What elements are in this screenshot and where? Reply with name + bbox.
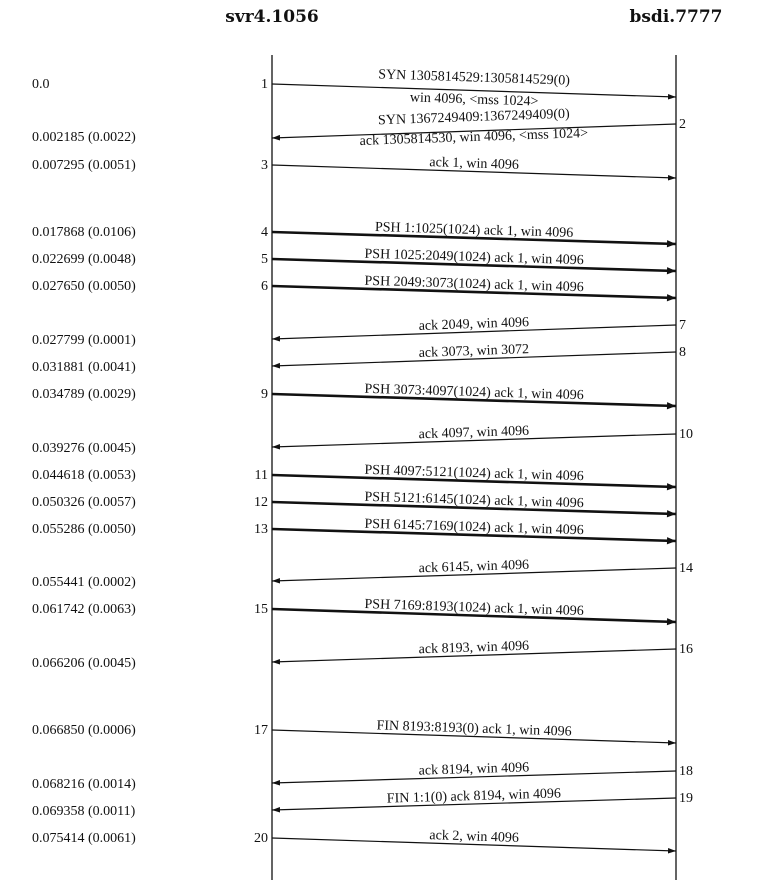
segment-9 [261, 382, 676, 406]
segment-12 [254, 490, 676, 514]
segment-label-12-line-1: PSH 5121:6145(1024) ack 1, win 4096 [364, 489, 584, 512]
timestamp-16: 0.066206 (0.0045) [32, 656, 136, 671]
segment-20 [254, 828, 676, 851]
segment-number-12: 12 [254, 495, 268, 510]
left-host-label: svr4.1056 [225, 7, 319, 27]
segment-label-8-line-1: ack 3073, win 3072 [418, 342, 530, 361]
timestamp-3: 0.007295 (0.0051) [32, 158, 136, 173]
timestamp-13: 0.055286 (0.0050) [32, 522, 136, 537]
segment-5 [261, 247, 676, 271]
segment-label-16-line-1: ack 8193, win 4096 [418, 638, 530, 658]
segment-16 [272, 639, 693, 662]
timestamp-8: 0.031881 (0.0041) [32, 360, 136, 375]
timestamp-9: 0.034789 (0.0029) [32, 387, 136, 402]
segment-number-14: 14 [679, 561, 693, 576]
segment-number-6: 6 [261, 279, 268, 294]
segment-number-17: 17 [254, 723, 268, 738]
segment-label-17-line-1: FIN 8193:8193(0) ack 1, win 4096 [376, 718, 572, 740]
segment-1 [261, 67, 676, 109]
segment-label-2-line-2: ack 1305814530, win 4096, <mss 1024> [359, 126, 589, 149]
timestamp-17: 0.066850 (0.0006) [32, 723, 136, 738]
timestamp-19: 0.069358 (0.0011) [32, 804, 136, 819]
segment-label-10-line-1: ack 4097, win 4096 [418, 423, 530, 443]
segment-number-8: 8 [679, 345, 686, 360]
segment-number-3: 3 [261, 158, 268, 173]
segment-number-13: 13 [254, 522, 268, 537]
segment-number-20: 20 [254, 831, 268, 846]
segment-arrows [254, 67, 693, 851]
segment-13 [254, 517, 676, 541]
segment-3 [261, 155, 676, 178]
segment-number-16: 16 [679, 642, 693, 657]
timestamp-10: 0.039276 (0.0045) [32, 441, 136, 456]
timestamp-11: 0.044618 (0.0053) [32, 468, 136, 483]
segment-number-1: 1 [261, 77, 268, 92]
segment-4 [261, 220, 676, 244]
segment-number-2: 2 [679, 117, 686, 132]
segment-label-1-line-2: win 4096, <mss 1024> [409, 90, 539, 110]
segment-17 [254, 718, 676, 743]
timestamp-14: 0.055441 (0.0002) [32, 575, 136, 590]
timestamp-18: 0.068216 (0.0014) [32, 777, 136, 792]
timestamp-4: 0.017868 (0.0106) [32, 225, 136, 240]
segment-label-19-line-1: FIN 1:1(0) ack 8194, win 4096 [386, 786, 562, 807]
segment-label-6-line-1: PSH 2049:3073(1024) ack 1, win 4096 [364, 273, 584, 296]
timestamp-20: 0.075414 (0.0061) [32, 831, 136, 846]
segment-14 [272, 558, 693, 581]
segment-7 [272, 315, 686, 339]
timestamp-5: 0.022699 (0.0048) [32, 252, 136, 267]
segment-number-7: 7 [679, 318, 686, 333]
segment-10 [272, 424, 693, 447]
right-host-label: bsdi.7777 [629, 7, 723, 27]
timestamp-6: 0.027650 (0.0050) [32, 279, 136, 294]
timestamp-15: 0.061742 (0.0063) [32, 602, 136, 617]
timestamp-1: 0.0 [32, 77, 50, 92]
segment-number-5: 5 [261, 252, 268, 267]
segment-label-2-line-1: SYN 1367249409:1367249409(0) [377, 106, 570, 129]
segment-6 [261, 274, 676, 298]
segment-19 [272, 786, 693, 810]
segment-label-18-line-1: ack 8194, win 4096 [418, 760, 530, 779]
segment-2 [272, 107, 686, 149]
segment-number-15: 15 [254, 602, 268, 617]
segment-label-4-line-1: PSH 1:1025(1024) ack 1, win 4096 [374, 220, 574, 241]
segment-18 [272, 760, 693, 783]
segment-label-13-line-1: PSH 6145:7169(1024) ack 1, win 4096 [364, 516, 584, 539]
segment-label-5-line-1: PSH 1025:2049(1024) ack 1, win 4096 [364, 246, 584, 269]
segment-8 [272, 342, 686, 366]
segment-label-7-line-1: ack 2049, win 4096 [418, 315, 530, 334]
segment-label-3-line-1: ack 1, win 4096 [429, 155, 520, 173]
timestamp-column [32, 77, 136, 846]
segment-number-11: 11 [254, 468, 268, 483]
segment-number-19: 19 [679, 791, 693, 806]
segment-number-4: 4 [261, 225, 268, 240]
segment-number-18: 18 [679, 764, 693, 779]
segment-number-9: 9 [261, 387, 268, 402]
segment-label-15-line-1: PSH 7169:8193(1024) ack 1, win 4096 [364, 596, 584, 620]
segment-15 [254, 597, 676, 622]
segment-label-1-line-1: SYN 1305814529:1305814529(0) [378, 67, 571, 89]
segment-label-11-line-1: PSH 4097:5121(1024) ack 1, win 4096 [364, 462, 584, 485]
segment-11 [255, 463, 676, 487]
timestamp-7: 0.027799 (0.0001) [32, 333, 136, 348]
segment-number-10: 10 [679, 427, 693, 442]
timestamp-2: 0.002185 (0.0022) [32, 130, 136, 145]
timestamp-12: 0.050326 (0.0057) [32, 495, 136, 510]
segment-label-14-line-1: ack 6145, win 4096 [418, 557, 530, 577]
segment-label-20-line-1: ack 2, win 4096 [429, 828, 520, 846]
segment-label-9-line-1: PSH 3073:4097(1024) ack 1, win 4096 [364, 381, 584, 404]
